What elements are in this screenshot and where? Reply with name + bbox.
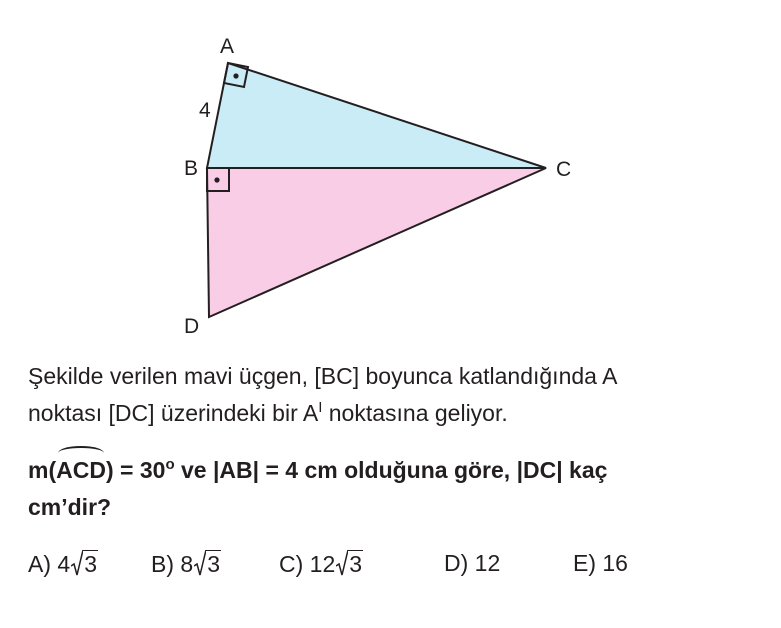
choice-value: 16 bbox=[602, 550, 628, 576]
choice-letter: A) bbox=[28, 551, 51, 577]
choice-radicand: 3 bbox=[349, 551, 363, 577]
choice-radicand: 3 bbox=[207, 551, 220, 577]
choice-letter: E) bbox=[573, 550, 596, 576]
choice-letter: C) bbox=[279, 551, 304, 577]
question-line-2 bbox=[28, 400, 508, 426]
choice-value: 12 bbox=[474, 550, 501, 576]
question-line-2-a: noktası [DC] üzerindeki bir A bbox=[28, 400, 319, 426]
prompt-rest: ve |AB| = 4 cm olduğuna göre, |DC| kaç bbox=[174, 457, 608, 483]
prompt-line-2: cm’dir? bbox=[28, 494, 112, 520]
right-angle-dot-a bbox=[233, 73, 238, 78]
blue-triangle-abc bbox=[207, 63, 546, 168]
choice-letter: D) bbox=[444, 550, 469, 576]
vertex-label-d: D bbox=[184, 315, 200, 338]
question-prompt bbox=[28, 452, 768, 526]
vertex-label-a: A bbox=[220, 35, 235, 58]
choice-a[interactable] bbox=[28, 550, 98, 578]
vertex-label-b: B bbox=[184, 157, 199, 180]
vertex-label-c: C bbox=[556, 158, 572, 181]
sqrt-sign bbox=[194, 550, 221, 578]
choice-coef: 12 bbox=[309, 551, 336, 577]
choice-coef: 4 bbox=[57, 551, 71, 577]
question-line-2-b: noktasına geliyor. bbox=[322, 400, 508, 426]
side-label-ab: 4 bbox=[199, 99, 211, 122]
question-text bbox=[28, 358, 768, 432]
answer-choices bbox=[28, 550, 728, 586]
prime-mark: I bbox=[318, 399, 323, 416]
choice-c[interactable] bbox=[279, 550, 363, 578]
choice-letter: B) bbox=[151, 551, 174, 577]
choice-b[interactable] bbox=[151, 550, 221, 578]
choice-radicand: 3 bbox=[84, 551, 97, 577]
angle-acd: ACD bbox=[56, 452, 106, 489]
right-angle-dot-b bbox=[214, 177, 219, 182]
degree-mark: o bbox=[165, 456, 175, 473]
question-line-1: Şekilde verilen mavi üçgen, [BC] boyunca katlandığında A bbox=[28, 363, 618, 389]
choice-e[interactable] bbox=[573, 550, 628, 577]
prompt-eq: ) = 30 bbox=[105, 457, 166, 483]
sqrt-sign bbox=[336, 550, 363, 578]
sqrt-sign bbox=[71, 550, 98, 578]
choice-d[interactable] bbox=[444, 550, 500, 577]
prompt-m: m( bbox=[28, 457, 57, 483]
pink-triangle-bcd bbox=[207, 168, 546, 317]
choice-coef: 8 bbox=[180, 551, 194, 577]
